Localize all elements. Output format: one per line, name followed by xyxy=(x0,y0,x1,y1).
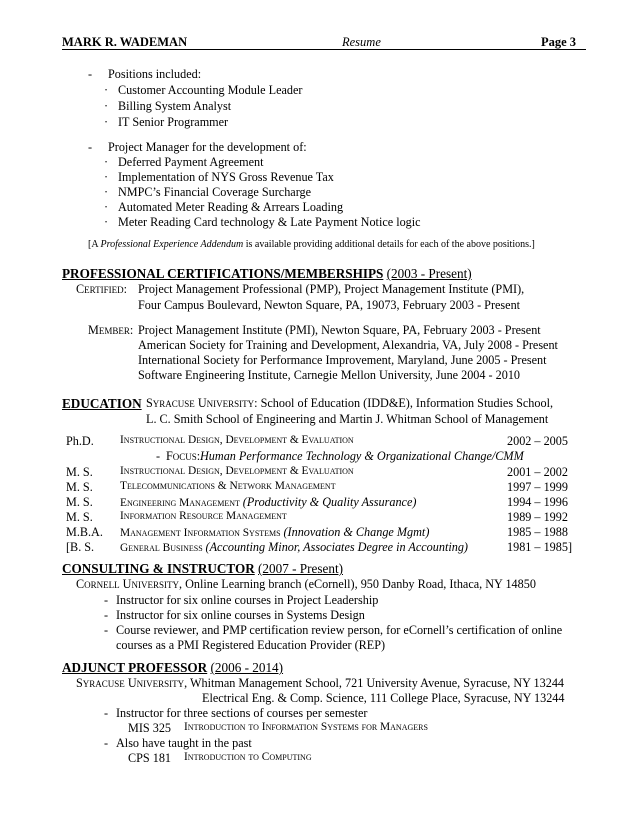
member-line: Project Management Institute (PMI), Newton Square, PA, February 2003 - Present xyxy=(138,323,541,337)
education-university: Syracuse University: School of Education (IDD&E), Information Studies School, xyxy=(146,396,554,410)
member-line: American Society for Training and Development, Alexandria, VA, July 2008 - Present xyxy=(138,338,558,352)
adjunct-university: Syracuse University, Whitman Management School, 721 University Avenue, Syracuse, NY 13244 xyxy=(76,676,565,690)
dash-bullet: - xyxy=(156,449,161,463)
degree-years: 1981 – 1985] xyxy=(507,540,572,554)
header-rule xyxy=(62,49,586,50)
degree-field: Instructional Design, Development & Evaluation xyxy=(120,465,354,477)
focus-label: Focus: xyxy=(166,449,201,463)
dot-bullet: · xyxy=(104,200,109,214)
dot-bullet: · xyxy=(104,155,109,169)
list-item: Automated Meter Reading & Arrears Loading xyxy=(118,200,344,214)
list-item: IT Senior Programmer xyxy=(118,115,229,129)
degree-field: General Business (Accounting Minor, Associates Degree in Accounting) xyxy=(120,540,468,554)
list-item: Meter Reading Card technology & Late Payment Notice logic xyxy=(118,215,421,229)
degree-name: M. S. xyxy=(66,480,93,494)
list-item-continuation: courses as a PMI Registered Education Provider (REP) xyxy=(116,638,386,652)
header-doc-label: Resume xyxy=(342,35,381,49)
dot-bullet: · xyxy=(104,83,109,97)
dash-bullet: - xyxy=(104,593,109,607)
section-education-title: EDUCATION xyxy=(62,396,142,411)
course-code: MIS 325 xyxy=(128,721,172,735)
degree-field: Instructional Design, Development & Evaluation xyxy=(120,434,354,446)
header-name: MARK R. WADEMAN xyxy=(62,35,188,49)
course-code: CPS 181 xyxy=(128,751,172,765)
dash-bullet: - xyxy=(104,706,109,720)
degree-years: 1997 – 1999 xyxy=(507,480,568,494)
education-schools: L. C. Smith School of Engineering and Martin J. Whitman School of Management xyxy=(146,412,549,426)
list-item: Deferred Payment Agreement xyxy=(118,155,264,169)
list-item: Also have taught in the past xyxy=(116,736,252,750)
degree-field: Management Information Systems (Innovation & Change Mgmt) xyxy=(120,525,430,539)
degree-years: 2001 – 2002 xyxy=(507,465,568,479)
consulting-university: Cornell University, Online Learning branch (eCornell), 950 Danby Road, Ithaca, NY 14850 xyxy=(76,577,536,591)
degree-name: M. S. xyxy=(66,495,93,509)
list-item: Instructor for six online courses in Project Leadership xyxy=(116,593,379,607)
degree-name: M.B.A. xyxy=(66,525,103,539)
degree-years: 2002 – 2005 xyxy=(507,434,568,448)
dash-bullet: - xyxy=(88,140,93,154)
member-label: Member: xyxy=(88,323,134,337)
degree-years: 1985 – 1988 xyxy=(507,525,568,539)
course-title: Introduction to Computing xyxy=(184,751,312,763)
list-item: Course reviewer, and PMP certification review person, for eCornell’s certification of online xyxy=(116,623,563,637)
dash-bullet: - xyxy=(104,623,109,637)
certified-line: Four Campus Boulevard, Newton Square, PA, 19073, February 2003 - Present xyxy=(138,298,521,312)
degree-name: M. S. xyxy=(66,465,93,479)
section-certifications-title: PROFESSIONAL CERTIFICATIONS/MEMBERSHIPS (2003 - Present) xyxy=(62,266,472,281)
dot-bullet: · xyxy=(104,215,109,229)
dash-bullet: - xyxy=(104,608,109,622)
list-item: NMPC’s Financial Coverage Surcharge xyxy=(118,185,312,199)
degree-name: [B. S. xyxy=(66,540,95,554)
dash-bullet: - xyxy=(88,67,93,81)
addendum-note: [A Professional Experience Addendum is available providing additional details for each of the above positions.] xyxy=(88,239,535,250)
member-line: International Society for Performance Improvement, Maryland, June 2005 - Present xyxy=(138,353,547,367)
list-item: Implementation of NYS Gross Revenue Tax xyxy=(118,170,334,184)
degree-name: Ph.D. xyxy=(66,434,94,448)
list-item: Billing System Analyst xyxy=(118,99,232,113)
dot-bullet: · xyxy=(104,99,109,113)
degree-years: 1989 – 1992 xyxy=(507,510,568,524)
course-title: Introduction to Information Systems for Managers xyxy=(184,721,428,733)
degree-years: 1994 – 1996 xyxy=(507,495,568,509)
list-item: Customer Accounting Module Leader xyxy=(118,83,303,97)
section-adjunct-title: ADJUNCT PROFESSOR (2006 - 2014) xyxy=(62,660,284,675)
header-page-number: Page 3 xyxy=(541,35,577,49)
section-consulting-title: CONSULTING & INSTRUCTOR (2007 - Present) xyxy=(62,561,343,576)
dot-bullet: · xyxy=(104,185,109,199)
degree-name: M. S. xyxy=(66,510,93,524)
list-item: Instructor for three sections of courses per semester xyxy=(116,706,368,720)
focus-text: Human Performance Technology & Organizational Change/CMM xyxy=(200,449,524,463)
certified-line: Project Management Professional (PMP), Project Management Institute (PMI), xyxy=(138,282,525,296)
member-line: Software Engineering Institute, Carnegie Mellon University, June 2004 - 2010 xyxy=(138,368,521,382)
degree-field: Telecommunications & Network Management xyxy=(120,480,336,492)
certified-label: Certified: xyxy=(76,282,127,296)
adjunct-department: Electrical Eng. & Comp. Science, 111 College Place, Syracuse, NY 13244 xyxy=(202,691,565,705)
list-item: Instructor for six online courses in Systems Design xyxy=(116,608,365,622)
dot-bullet: · xyxy=(104,115,109,129)
dash-bullet: - xyxy=(104,736,109,750)
degree-field: Engineering Management (Productivity & Quality Assurance) xyxy=(120,495,417,509)
dot-bullet: · xyxy=(104,170,109,184)
positions-intro: Positions included: xyxy=(108,67,202,81)
degree-field: Information Resource Management xyxy=(120,510,287,522)
pm-intro: Project Manager for the development of: xyxy=(108,140,307,154)
